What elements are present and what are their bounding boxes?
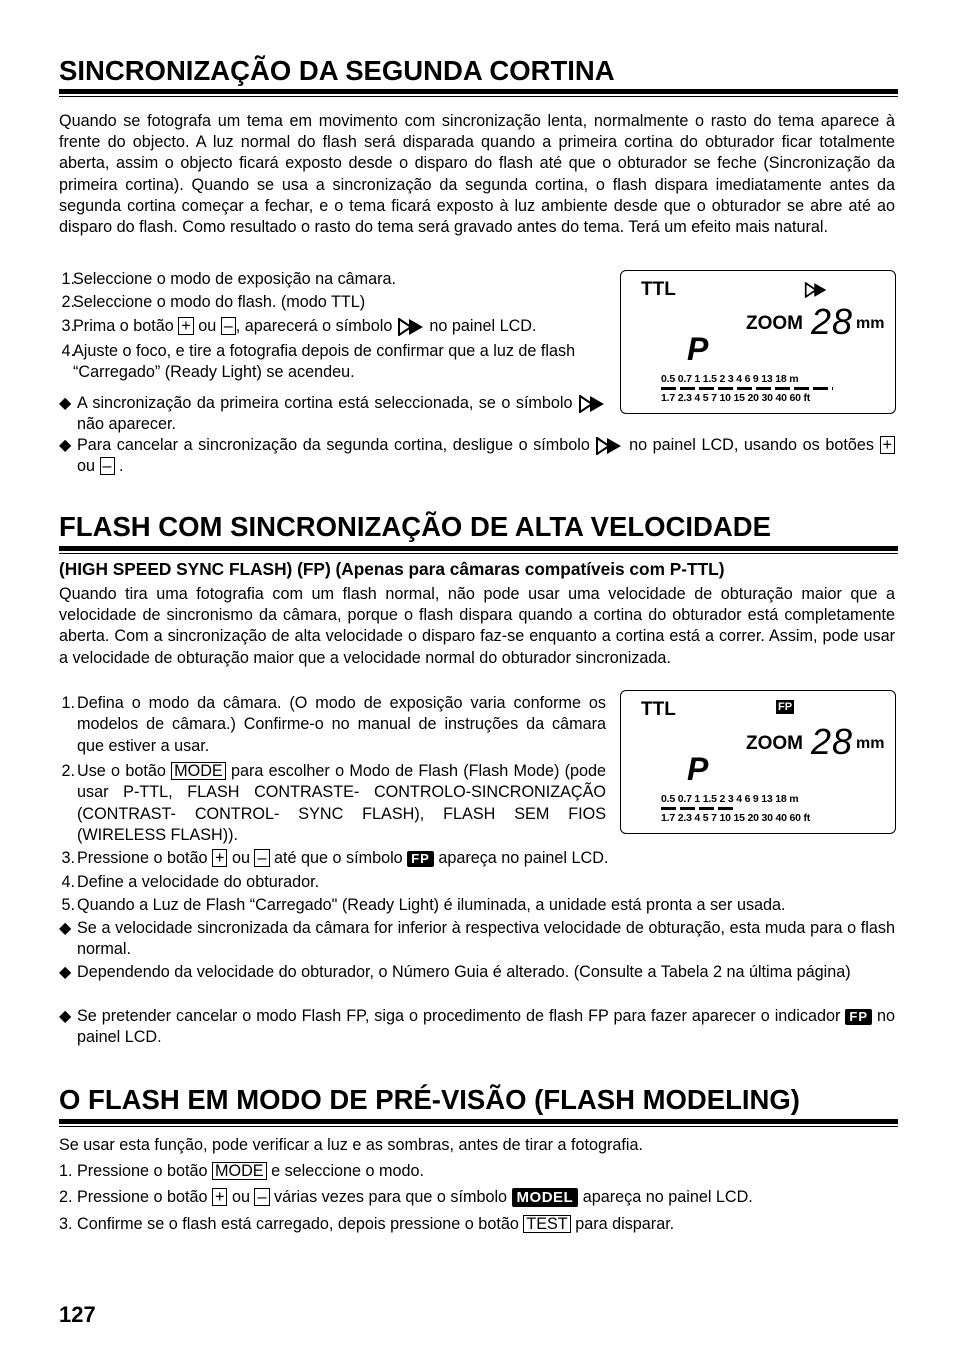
modeling-step-3-text: para disparar. [575, 1215, 675, 1233]
modeling-step-3-text: 3. Confirme se o flash está carregado, depois pressione o botão [59, 1215, 519, 1233]
lcd-distance-bar [661, 807, 735, 810]
model-indicator-icon: MODEL [512, 1188, 579, 1207]
bullet-text: não aparecer. [77, 415, 176, 434]
step-3 [73, 316, 536, 337]
bullet-text: A sincronização da primeira cortina está seleccionada, se o símbolo [77, 394, 573, 412]
second-curtain-sync-icon [595, 437, 623, 455]
section-title-flash-modeling: O FLASH EM MODO DE PRÉ-VISÃO (FLASH MODELING) [59, 1084, 800, 1115]
fp-bullet-1: Se a velocidade sincronizada da câmara for inferior à respectiva velocidade de obturação, esta muda para o flash normal. [77, 919, 895, 959]
minus-button-label: – [254, 849, 269, 867]
lcd-distance-bar [661, 387, 833, 390]
fp-step-3-text: Pressione o botão [77, 849, 208, 867]
step-number: 3. [61, 317, 75, 335]
plus-button-label: + [212, 849, 227, 867]
bullet-2 [77, 435, 895, 478]
high-speed-intro: Quando tira uma fotografia com um flash normal, não pode usar uma velocidade de obturação maior que a velocidade de sincronismo da câmara, porque o flash dispara quando a cortina do obturador está completamente aberta. Com a sincronização de alta velocidade o disparo faz-se enquanto a cortina está a correr. Assim, pode usar a velocidade de obturação maior que a velocidade normal do obturador sincronizada. [59, 585, 895, 667]
minus-button-label: – [254, 1188, 269, 1206]
fp-step-3 [77, 848, 608, 869]
lcd-mode-p: P [687, 751, 709, 787]
lcd-mm-label: mm [856, 315, 885, 332]
lcd-feet-scale: 1.7 2.3 4 5 7 10 15 20 30 40 60 ft [661, 812, 811, 824]
fp-step-2 [77, 761, 606, 847]
modeling-step-2 [59, 1187, 753, 1208]
step-1: Seleccione o modo de exposição na câmara. [73, 270, 397, 288]
bullet-icon: ◆ [59, 394, 72, 412]
mode-button-label: MODE [171, 762, 226, 780]
step-number: 5. [61, 896, 75, 914]
modeling-step-2-text: apareça no painel LCD. [582, 1188, 753, 1206]
step-number: 2. [61, 762, 75, 780]
lcd-panel-fp [620, 690, 896, 834]
mode-button-label: MODE [212, 1162, 267, 1180]
bullet-icon: ◆ [59, 436, 72, 454]
step-2: Seleccione o modo do flash. (modo TTL) [73, 293, 366, 311]
lcd-meter-scale: 0.5 0.7 1 1.5 2 3 4 6 9 13 18 m [661, 373, 799, 385]
minus-button-label: – [221, 317, 236, 335]
step-number: 2. [61, 293, 75, 311]
plus-button-label: + [212, 1188, 227, 1206]
fp-step-3-text: até que o símbolo [274, 849, 403, 867]
lcd-zoom-label: ZOOM [746, 733, 803, 754]
lcd-ttl-label: TTL [641, 699, 676, 720]
second-curtain-sync-icon [578, 395, 606, 413]
step-4: Ajuste o foco, e tire a fotografia depois de confirmar que a luz de flash “Carregado” (Ready Light) se acendeu. [73, 342, 576, 382]
modeling-intro: Se usar esta função, pode verificar a luz e as sombras, antes de tirar a fotografia. [59, 1136, 643, 1154]
bullet-icon: ◆ [59, 963, 72, 981]
high-speed-subtitle: (HIGH SPEED SYNC FLASH) (FP) (Apenas para câmaras compatíveis com P-TTL) [59, 559, 725, 579]
step-3-text: Prima o botão [73, 317, 174, 335]
step-number: 1. [61, 270, 75, 288]
fp-step-2-text: Use o botão [77, 762, 166, 780]
lcd-fp-indicator: FP [778, 701, 793, 713]
fp-step-2-text: para escolher o Modo de Flash (Flash Mode) (pode usar P-TTL, FLASH CONTRASTE- CONTROLO-SINCRONIZAÇÃO (CONTRAST- CONTROL- SYNC FLASH), FLASH SEM FIOS (WIRELESS FLASH)). [77, 762, 607, 845]
lcd-zoom-value: 28 [811, 721, 854, 762]
lcd-mode-p: P [687, 331, 709, 367]
bullet-text: . [119, 457, 124, 476]
section-title-high-speed-sync: FLASH COM SINCRONIZAÇÃO DE ALTA VELOCIDADE [59, 511, 771, 542]
title-rule [59, 89, 898, 97]
bullet-text: Para cancelar a sincronização da segunda cortina, desligue o símbolo [77, 436, 590, 454]
modeling-step-1-text: e seleccione o modo. [271, 1162, 425, 1180]
lcd-zoom-label: ZOOM [746, 313, 803, 334]
fp-bullet-2: Dependendo da velocidade do obturador, o Número Guia é alterado. (Consulte a Tabela 2 na última página) [77, 963, 851, 981]
fp-step-3-text: apareça no painel LCD. [438, 849, 609, 867]
plus-button-label: + [880, 436, 895, 454]
minus-button-label: – [100, 457, 115, 475]
modeling-step-2-text: ou [231, 1188, 250, 1206]
modeling-step-1-text: 1. Pressione o botão [59, 1162, 208, 1180]
bullet-icon: ◆ [59, 1007, 72, 1025]
lcd-meter-scale: 0.5 0.7 1 1.5 2 3 4 6 9 13 18 m [661, 793, 799, 805]
test-button-label: TEST [523, 1215, 570, 1233]
step-number: 1. [61, 694, 75, 712]
second-curtain-sync-icon [397, 318, 425, 336]
fp-indicator-icon: FP [845, 1009, 872, 1025]
fp-bullet-3 [77, 1006, 895, 1049]
fp-bullet-3-text: no painel LCD. [77, 1007, 896, 1047]
second-curtain-intro: Quando se fotografa um tema em movimento com sincronização lenta, normalmente o rasto do tema aparece à frente do objecto. A luz normal do flash será disparada quando a primeira cortina do obturador ficar totalmente aberta, assim o objecto ficará exposto desde o disparo do flash até que o obturador se feche (Sincronização da primeira cortina). Quando se usa a sincronização da segunda cortina, o flash dispara imediatamente antes da segunda cortina começar a fechar, e o tema ficará exposto à luz ambiente desde que o obturador se abre até ao disparo do flash. Como resultado o rasto do tema será gravado antes do tema. Terá um efeito mais natural. [59, 112, 895, 237]
lcd-mm-label: mm [856, 735, 885, 752]
lcd-panel-second-curtain [620, 270, 896, 414]
modeling-step-1 [59, 1161, 424, 1182]
modeling-step-2-text: várias vezes para que o símbolo [274, 1188, 508, 1206]
fp-step-4: Define a velocidade do obturador. [77, 873, 320, 891]
bullet-text: ou [77, 457, 96, 476]
fp-bullet-3-text: Se pretender cancelar o modo Flash FP, siga o procedimento de flash FP para fazer aparecer o indicador [77, 1007, 841, 1025]
title-rule [59, 1119, 898, 1127]
lcd-zoom-value: 28 [811, 301, 854, 342]
modeling-step-2-text: 2. Pressione o botão [59, 1188, 208, 1206]
fp-step-1: Defina o modo da câmara. (O modo de exposição varia conforme os modelos de câmara.) Confirme-o no manual de instruções da câmara que estiver a usar. [77, 694, 606, 755]
step-number: 4. [61, 873, 75, 891]
page-number: 127 [59, 1302, 96, 1327]
lcd-ttl-label: TTL [641, 279, 676, 300]
fp-indicator-icon: FP [407, 851, 434, 867]
fp-step-5: Quando a Luz de Flash “Carregado" (Ready Light) é iluminada, a unidade está pronta a ser usada. [77, 896, 786, 914]
lcd-feet-scale: 1.7 2.3 4 5 7 10 15 20 30 40 60 ft [661, 392, 811, 404]
fp-step-3-text: ou [231, 849, 250, 867]
title-rule [59, 546, 898, 554]
step-number: 4. [61, 342, 75, 360]
step-3-text: ou [198, 317, 217, 335]
modeling-step-3 [59, 1214, 674, 1235]
second-curtain-sync-icon [804, 282, 828, 298]
bullet-icon: ◆ [59, 919, 72, 937]
bullet-1 [77, 393, 606, 436]
step-number: 3. [61, 849, 75, 867]
bullet-text: no painel LCD, usando os botões [629, 436, 874, 454]
section-title-second-curtain: SINCRONIZAÇÃO DA SEGUNDA CORTINA [59, 55, 615, 86]
plus-button-label: + [178, 317, 193, 335]
step-3-text: , aparecerá o símbolo [235, 317, 393, 335]
step-3-text: no painel LCD. [429, 317, 537, 335]
